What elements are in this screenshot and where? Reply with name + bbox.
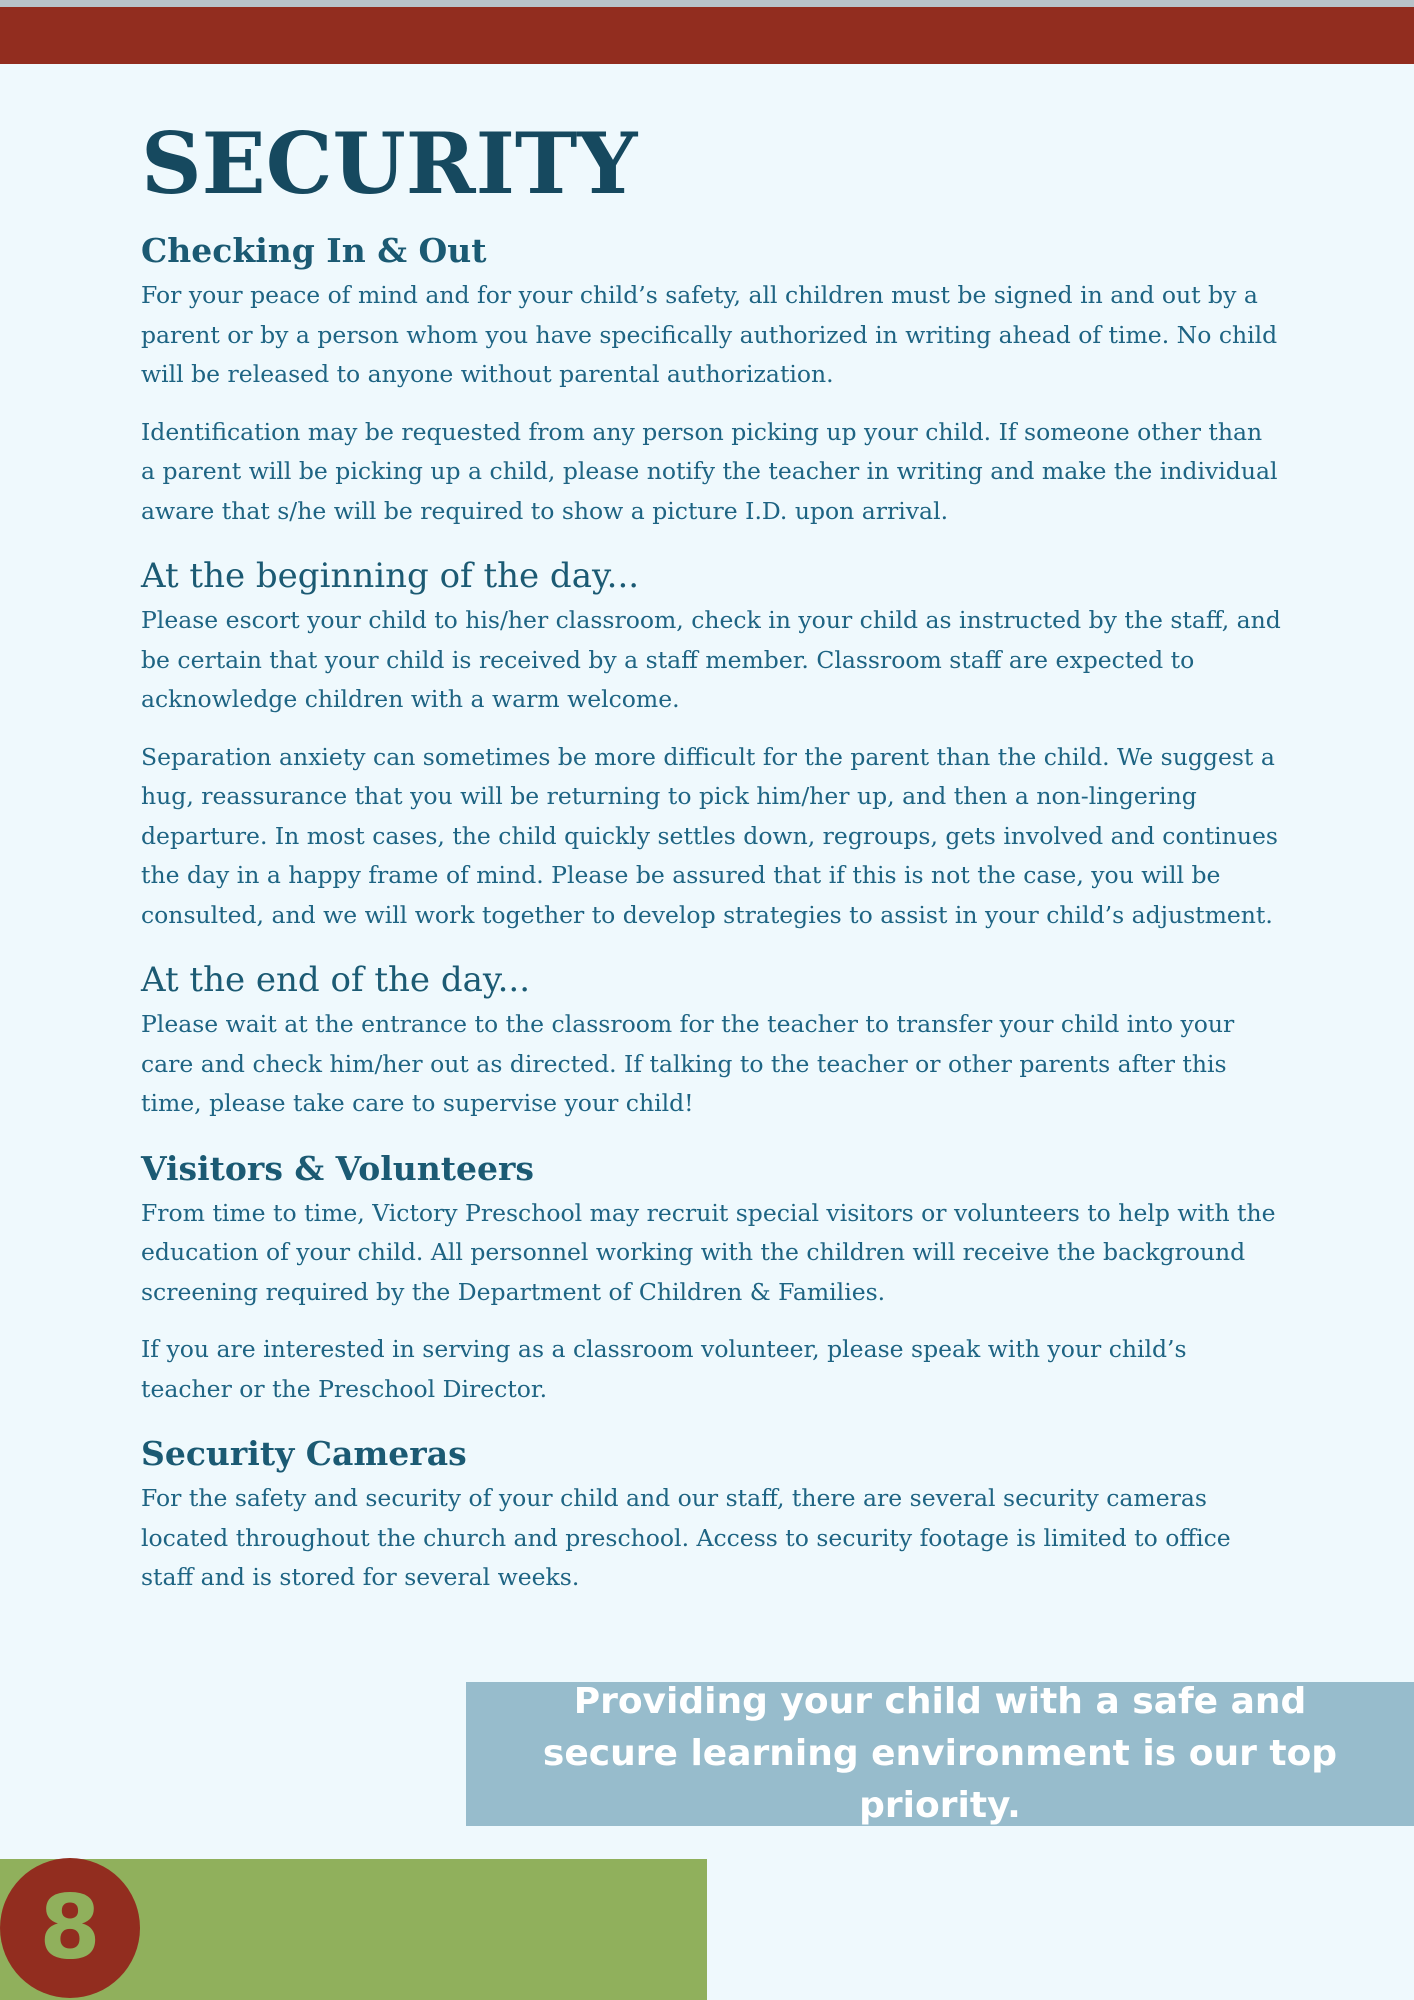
- callout-text: Providing your child with a safe and secure learning environment is our top priority.: [542, 1681, 1338, 1826]
- page-title: SECURITY: [141, 114, 638, 213]
- paragraph: From time to time, Victory Preschool may recruit special visitors or volunteers to help with the education of your child. All personnel working with the children will receive the background screening required by the Department of Children & Families.: [141, 1198, 1276, 1306]
- section-end-of-day: [141, 957, 1281, 1124]
- page-number: 8: [39, 1876, 101, 1979]
- section-visitors-volunteers: [141, 1146, 1281, 1410]
- page-content: [141, 110, 1281, 1598]
- section-heading: Security Cameras: [141, 1434, 467, 1473]
- section-checking-in-out: [141, 228, 1281, 531]
- top-red-banner: [0, 7, 1414, 64]
- section-heading: Visitors & Volunteers: [141, 1148, 534, 1188]
- paragraph: For your peace of mind and for your child’s safety, all children must be signed in and out by a parent or by a person whom you have specifically authorized in writing ahead of time. No child will be released to anyone without parental authorization.: [141, 281, 1278, 388]
- paragraph: For the safety and security of your child and our staff, there are several security cameras located throughout the church and preschool. Access to security footage is limited to office staff and is stored for several weeks.: [141, 1484, 1231, 1591]
- page-number-badge: [0, 1858, 140, 1998]
- priority-callout: [466, 1682, 1414, 1826]
- paragraph: If you are interested in serving as a classroom volunteer, please speak with your child’s teacher or the Preschool Director.: [141, 1335, 1187, 1403]
- section-beginning-of-day: [141, 553, 1281, 935]
- section-security-cameras: [141, 1431, 1281, 1598]
- section-heading: Checking In & Out: [141, 231, 487, 270]
- top-gray-strip: [0, 0, 1414, 7]
- section-heading: At the end of the day...: [141, 960, 531, 1000]
- paragraph: Separation anxiety can sometimes be more difficult for the parent than the child. We suggest a hug, reassurance that you will be returning to pick him/her up, and then a non-lingering departure. In most cases, the child quickly settles down, regroups, gets involved and continues the day in a happy frame of mind. Please be assured that if this is not the case, you will be consulted, and we will work together to develop strategies to assist in your child’s adjustment.: [141, 742, 1278, 929]
- paragraph: Please wait at the entrance to the classroom for the teacher to transfer your child into your care and check him/her out as directed. If talking to the teacher or other parents after this time, please take care to supervise your child!: [141, 1010, 1235, 1117]
- paragraph: Please escort your child to his/her classroom, check in your child as instructed by the staff, and be certain that your child is received by a staff member. Classroom staff are expected to acknowledge children with a warm welcome.: [141, 606, 1281, 713]
- paragraph: Identification may be requested from any person picking up your child. If someone other than a parent will be picking up a child, please notify the teacher in writing and make the individual aware that s/he will be required to show a picture I.D. upon arrival.: [141, 417, 1278, 525]
- section-heading: At the beginning of the day...: [141, 556, 640, 596]
